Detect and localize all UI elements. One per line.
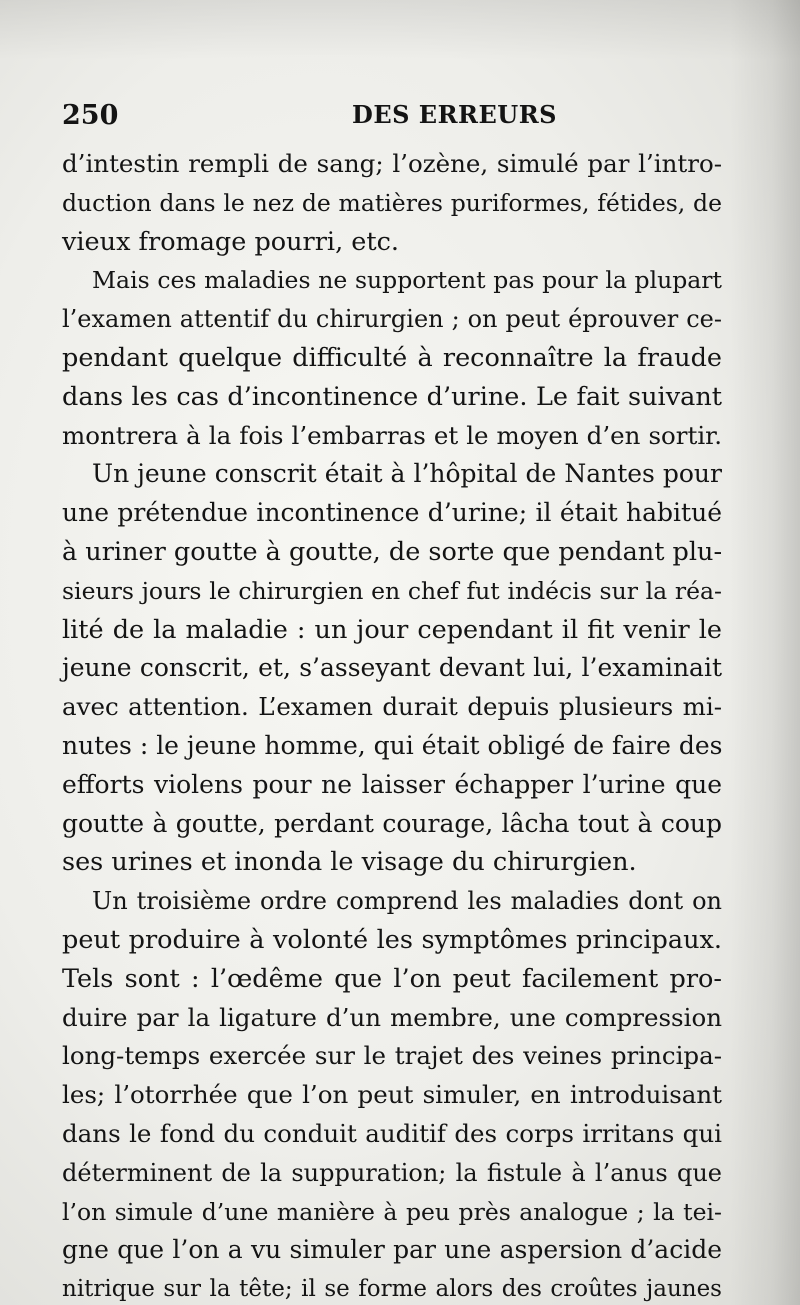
- text-line: une prétendue incontinence d’urine; il était habitué: [62, 498, 722, 528]
- text-line: pendant quelque difficulté à reconnaître la fraude: [62, 342, 722, 373]
- page-number: 250: [62, 100, 119, 131]
- text-line: à uriner goutte à goutte, de sorte que pendant plu-: [62, 536, 723, 567]
- text-line: montrera à la fois l’embarras et le moyen d’en sortir.: [62, 420, 722, 450]
- text-line: vieux fromage pourri, etc.: [62, 226, 400, 257]
- page-header: [62, 98, 722, 138]
- text-line: goutte à goutte, perdant courage, lâcha tout à coup: [62, 808, 722, 838]
- text-line: l’examen attentif du chirurgien ; on peut éprouver ce-: [62, 305, 722, 334]
- text-line: Mais ces maladies ne supportent pas pour la plupart: [92, 266, 722, 295]
- text-line: duction dans le nez de matières puriformes, fétides, de: [62, 188, 722, 217]
- page-gutter-shadow: [730, 0, 800, 1305]
- text-line: d’intestin rempli de sang; l’ozène, simulé par l’intro-: [62, 149, 722, 178]
- running-title: DES ERREURS: [352, 100, 557, 129]
- text-line: peut produire à volonté les symptômes principaux.: [62, 924, 722, 955]
- text-line: dans le fond du conduit auditif des corps irritans qui: [62, 1118, 722, 1148]
- text-line: Tels sont : l’œdême que l’on peut facilement pro-: [62, 963, 722, 994]
- text-line: sieurs jours le chirurgien en chef fut indécis sur la réa-: [62, 576, 722, 605]
- text-line: Un troisième ordre comprend les maladies dont on: [92, 887, 722, 916]
- text-line: lité de la maladie : un jour cependant il fit venir le: [62, 614, 722, 645]
- text-line: Un jeune conscrit était à l’hôpital de Nantes pour: [92, 459, 722, 489]
- text-line: l’on simule d’une manière à peu près analogue ; la tei-: [62, 1197, 722, 1226]
- text-line: jeune conscrit, et, s’asseyant devant lui, l’examinait: [62, 653, 722, 683]
- text-line: gne que l’on a vu simuler par une aspersion d’acide: [62, 1235, 722, 1265]
- text-line: duire par la ligature d’un membre, une compression: [62, 1002, 722, 1032]
- text-line: dans les cas d’incontinence d’urine. Le fait suivant: [62, 381, 722, 412]
- text-line: efforts violens pour ne laisser échapper l’urine que: [62, 769, 722, 799]
- text-line: nitrique sur la tête; il se forme alors des croûtes jaunes: [62, 1276, 722, 1303]
- body-text: [62, 145, 722, 1305]
- text-line: ses urines et inonda le visage du chirurgien.: [62, 847, 637, 878]
- text-line: avec attention. L’examen durait depuis plusieurs mi-: [62, 692, 722, 722]
- text-line: déterminent de la suppuration; la fistule à l’anus que: [62, 1158, 722, 1187]
- page-top-shadow: [0, 0, 800, 60]
- text-line: nutes : le jeune homme, qui était obligé de faire des: [62, 730, 723, 760]
- text-line: les; l’otorrhée que l’on peut simuler, en introduisant: [62, 1080, 722, 1110]
- text-line: long-temps exercée sur le trajet des veines principa-: [62, 1041, 722, 1071]
